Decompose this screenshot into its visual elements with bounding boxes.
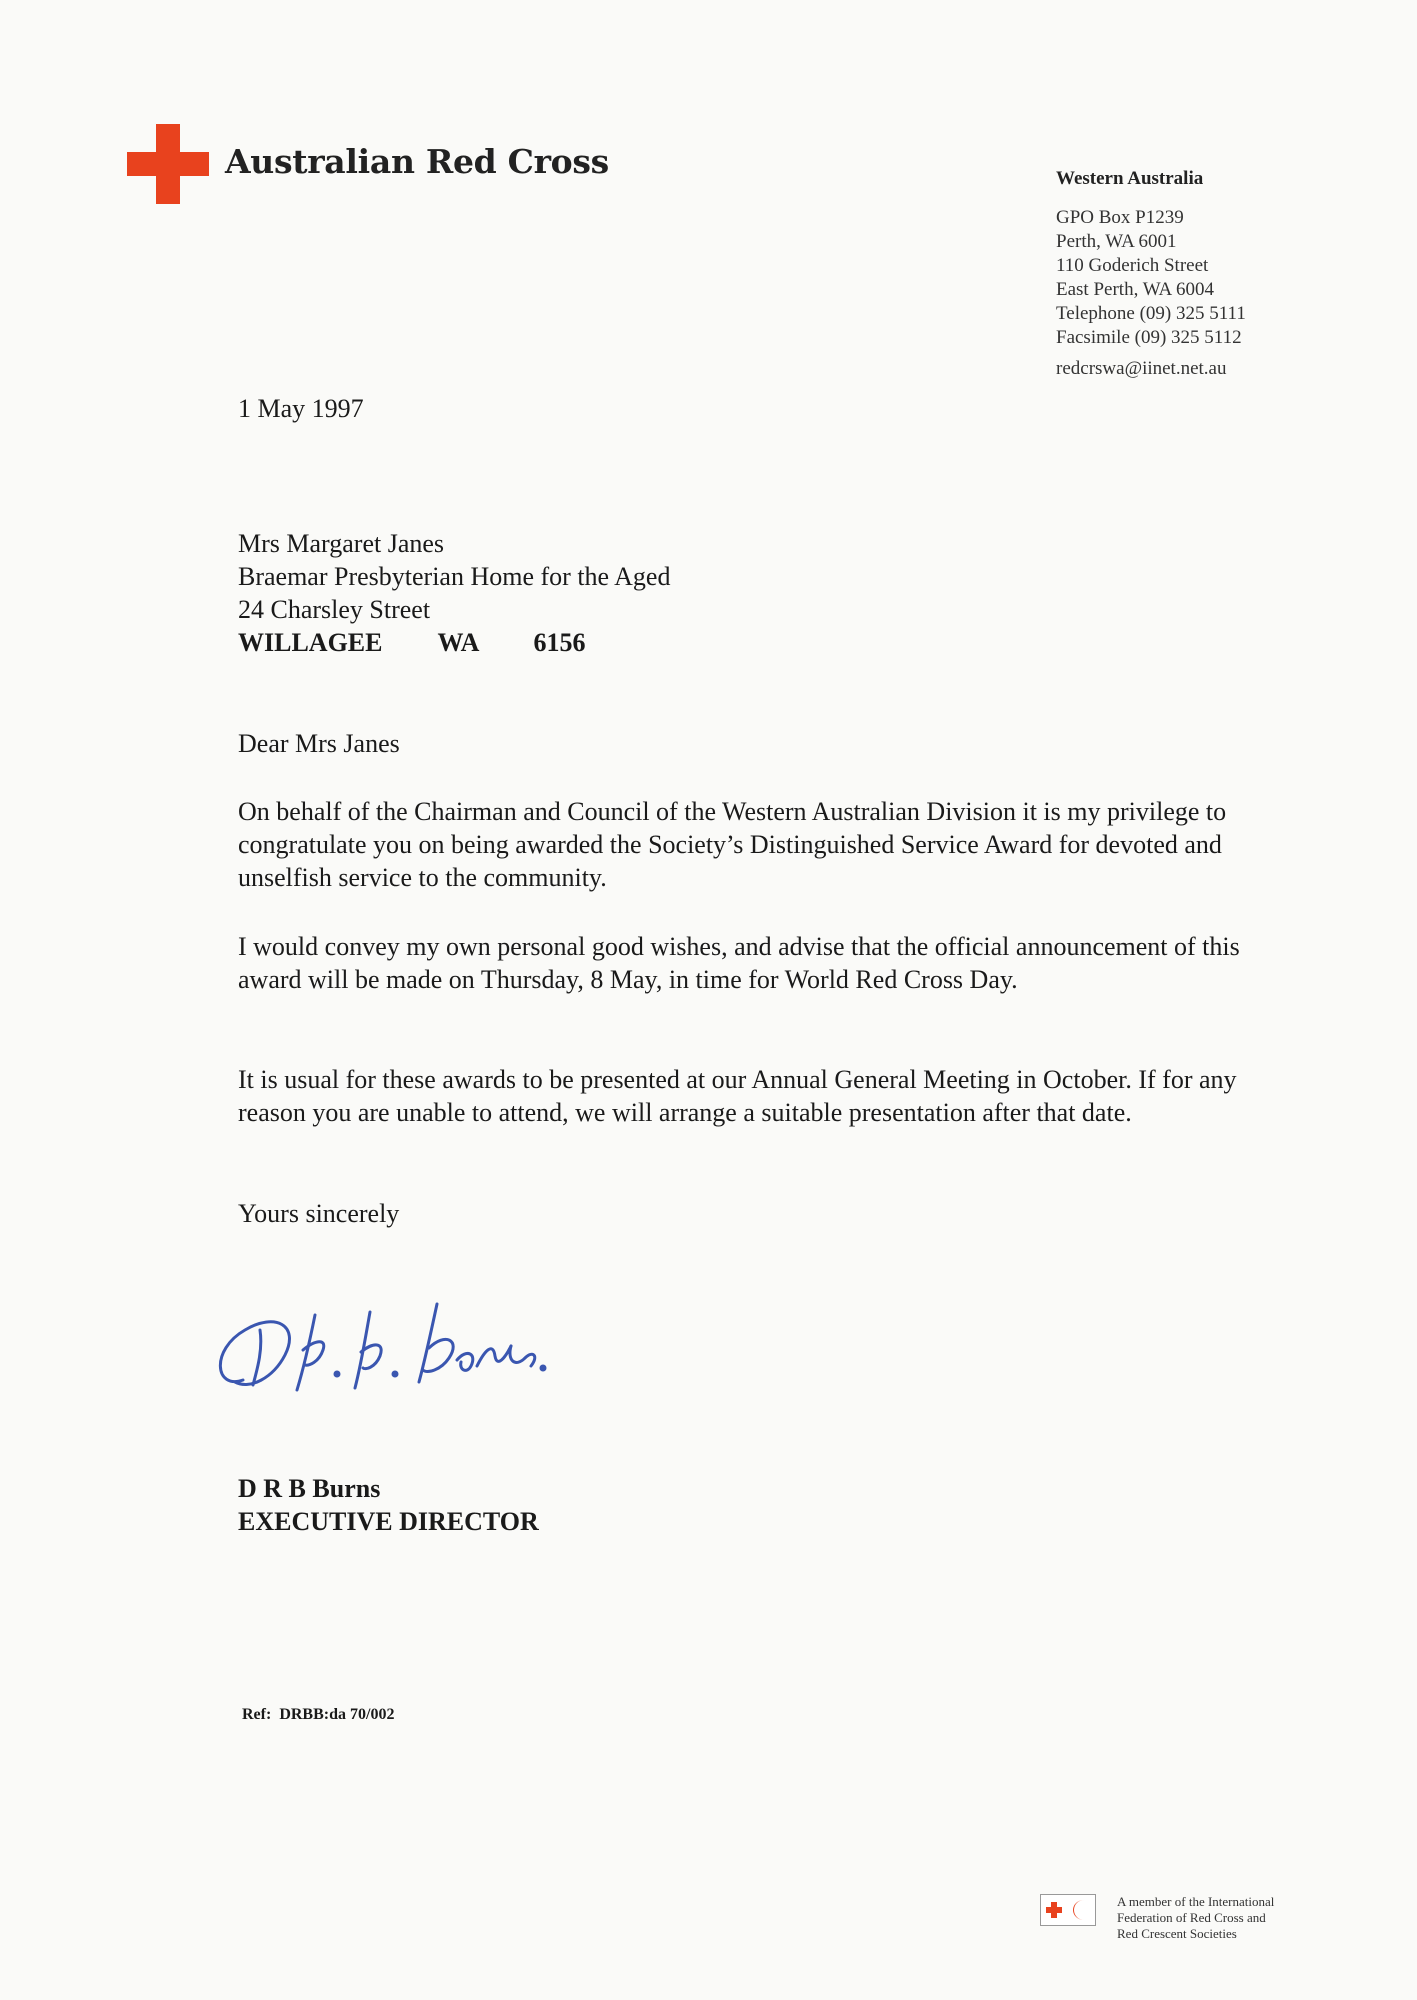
sender-address (1056, 206, 1246, 350)
federation-note (1117, 1894, 1337, 1942)
signer-title: EXECUTIVE DIRECTOR (238, 1507, 539, 1536)
reference-number: Ref: DRBB:da 70/002 (242, 1706, 395, 1723)
signer-block (238, 1472, 539, 1538)
body-paragraph: I would convey my own personal good wishes, and advise that the official announcement of this award will be made on Thursday, 8 May, in time for World Red Cross Day. (238, 932, 1240, 994)
signature (205, 1270, 595, 1420)
recipient-street: 24 Charsley Street (238, 595, 431, 624)
footer-line: A member of the International (1117, 1894, 1275, 1909)
address-line: East Perth, WA 6004 (1056, 279, 1214, 300)
body-paragraph: It is usual for these awards to be presented at our Annual General Meeting in October. If for any reason you are unable to attend, we will arrange a suitable presentation after that date. (238, 1065, 1237, 1127)
closing: Yours sincerely (238, 1199, 400, 1228)
division-name: Western Australia (1056, 168, 1204, 189)
recipient-address (238, 527, 670, 659)
body-paragraph: On behalf of the Chairman and Council of the Western Australian Division it is my privilege to congratulate you on being awarded the Society’s Distinguished Service Award for devoted and unselfish service to the community. (238, 797, 1227, 892)
red-cross-icon (127, 124, 209, 204)
salutation: Dear Mrs Janes (238, 729, 400, 758)
address-line: 110 Goderich Street (1056, 255, 1209, 276)
address-line: Perth, WA 6001 (1056, 231, 1177, 252)
email-address: redcrswa@iinet.net.au (1056, 358, 1227, 379)
facsimile: Facsimile (09) 325 5112 (1056, 327, 1242, 348)
footer-line: Federation of Red Cross and (1117, 1910, 1266, 1925)
recipient-name: Mrs Margaret Janes (238, 529, 445, 558)
recipient-locality: WILLAGEE WA 6156 (238, 628, 586, 657)
signer-name: D R B Burns (238, 1474, 381, 1503)
footer-line: Red Crescent Societies (1117, 1926, 1237, 1941)
telephone: Telephone (09) 325 5111 (1056, 303, 1246, 324)
red-cross-crescent-icon (1040, 1894, 1096, 1926)
org-name: Australian Red Cross (225, 142, 609, 181)
recipient-org: Braemar Presbyterian Home for the Aged (238, 562, 671, 591)
address-line: GPO Box P1239 (1056, 207, 1184, 228)
letter-date: 1 May 1997 (238, 394, 364, 423)
